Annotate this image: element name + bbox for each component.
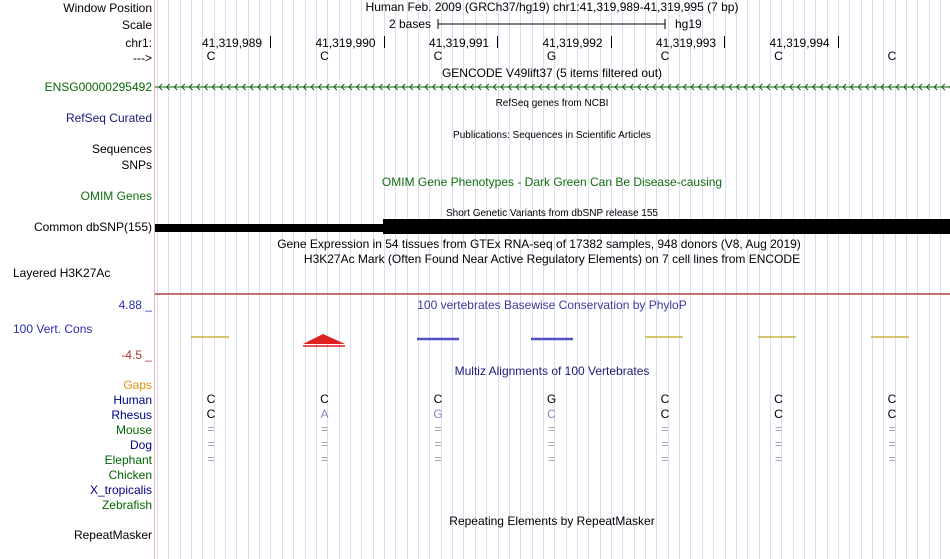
alignment-base-human: C — [206, 392, 216, 406]
conservation-max-value: 4.88 _ — [118, 298, 152, 312]
species-label-mouse[interactable]: Mouse — [115, 423, 152, 437]
alignment-base-elephant: = — [547, 452, 556, 466]
position-label: 41,319,990 — [315, 36, 376, 50]
gaps-label: Gaps — [123, 378, 152, 392]
gene-id-label[interactable]: ENSG00000295492 — [44, 80, 152, 94]
position-tick — [384, 36, 385, 48]
scale-label: Scale — [121, 18, 152, 32]
alignment-base-rhesus: C — [547, 407, 556, 421]
position-tick — [838, 36, 839, 48]
phylop-signal[interactable] — [155, 330, 950, 352]
alignment-base-dog: = — [207, 437, 215, 451]
alignment-base-rhesus: C — [206, 407, 216, 421]
species-label-chicken[interactable]: Chicken — [108, 468, 152, 482]
alignment-base-mouse: = — [207, 422, 215, 436]
dbsnp-track-title[interactable]: Short Genetic Variants from dbSNP release 155 — [446, 208, 658, 219]
reference-base: G — [546, 49, 557, 63]
scale-db-text: hg19 — [675, 17, 702, 31]
position-label: 41,319,994 — [769, 36, 830, 50]
alignment-base-dog: = — [661, 437, 669, 451]
alignment-base-elephant: = — [661, 452, 669, 466]
alignment-base-dog: = — [434, 437, 442, 451]
alignment-base-rhesus: C — [774, 407, 783, 421]
track-separator — [155, 293, 950, 295]
gtex-track-title[interactable]: Gene Expression in 54 tissues from GTEx RNA-seq of 17382 samples, 948 donors (V8, Aug 2019) — [277, 237, 801, 251]
strand-arrow-label: ---> — [133, 51, 152, 65]
alignment-base-human: C — [887, 392, 897, 406]
alignment-base-dog: = — [547, 437, 556, 451]
species-label-human[interactable]: Human — [113, 393, 152, 407]
alignment-base-elephant: = — [320, 452, 329, 466]
gencode-intron-line[interactable] — [155, 82, 950, 92]
dbsnp-feature-bar-thick[interactable] — [383, 219, 950, 234]
reference-base: C — [887, 49, 897, 63]
repeatmasker-track-title[interactable]: Repeating Elements by RepeatMasker — [449, 514, 655, 528]
reference-base: C — [433, 49, 443, 63]
omim-genes-label[interactable]: OMIM Genes — [80, 189, 152, 203]
species-label-dog[interactable]: Dog — [129, 438, 152, 452]
alignment-base-mouse: = — [661, 422, 669, 436]
repeatmasker-label[interactable]: RepeatMasker — [73, 528, 152, 542]
alignment-base-rhesus: G — [433, 407, 443, 421]
reference-base: C — [774, 49, 783, 63]
position-tick — [724, 36, 725, 48]
alignment-base-mouse: = — [434, 422, 442, 436]
alignment-base-dog: = — [888, 437, 896, 451]
position-label: 41,319,992 — [542, 36, 603, 50]
vert-cons-label[interactable]: 100 Vert. Cons — [13, 322, 93, 336]
alignment-base-human: C — [320, 392, 329, 406]
position-tick — [497, 36, 498, 48]
refseq-track-title[interactable]: RefSeq genes from NCBI — [495, 98, 609, 109]
refseq-curated-label[interactable]: RefSeq Curated — [65, 111, 152, 125]
alignment-base-elephant: = — [207, 452, 215, 466]
alignment-base-human: C — [433, 392, 443, 406]
reference-base: C — [320, 49, 329, 63]
alignment-base-human: C — [774, 392, 783, 406]
common-dbsnp-label[interactable]: Common dbSNP(155) — [33, 220, 152, 234]
sequences-label[interactable]: Sequences — [91, 142, 152, 156]
window-position-label: Window Position — [63, 1, 152, 15]
multiz-track-title[interactable]: Multiz Alignments of 100 Vertebrates — [454, 364, 650, 378]
scale-bar — [437, 18, 667, 30]
scale-bases-text: 2 bases — [389, 17, 432, 31]
species-label-zebrafish[interactable]: Zebrafish — [101, 498, 152, 512]
position-label: 41,319,993 — [656, 36, 717, 50]
alignment-base-mouse: = — [774, 422, 783, 436]
alignment-base-human: G — [546, 392, 557, 406]
position-tick — [270, 36, 271, 48]
conservation-min-value: -4.5 _ — [121, 348, 152, 362]
omim-track-title[interactable]: OMIM Gene Phenotypes - Dark Green Can Be Disease-causing — [381, 175, 723, 189]
gencode-track-title[interactable]: GENCODE V49lift37 (5 items filtered out) — [441, 66, 663, 80]
alignment-base-mouse: = — [547, 422, 556, 436]
layered-h3k27ac-label[interactable]: Layered H3K27Ac — [13, 266, 111, 280]
alignment-base-rhesus: C — [660, 407, 670, 421]
species-label-x_tropicalis[interactable]: X_tropicalis — [89, 483, 152, 497]
alignment-base-rhesus: A — [320, 407, 329, 421]
position-label: 41,319,989 — [202, 36, 263, 50]
chrom-label: chr1: — [125, 36, 152, 50]
snps-label[interactable]: SNPs — [121, 158, 152, 172]
position-tick — [611, 36, 612, 48]
alignment-base-dog: = — [774, 437, 783, 451]
reference-base: C — [206, 49, 216, 63]
alignment-base-mouse: = — [320, 422, 329, 436]
alignment-base-elephant: = — [774, 452, 783, 466]
browser-image-panel[interactable] — [155, 0, 950, 559]
phylop-track-title[interactable]: 100 vertebrates Basewise Conservation by PhyloP — [417, 298, 687, 312]
reference-base: C — [660, 49, 670, 63]
alignment-base-rhesus: C — [887, 407, 897, 421]
track-labels-panel — [0, 0, 155, 559]
alignment-base-elephant: = — [434, 452, 442, 466]
species-label-elephant[interactable]: Elephant — [104, 453, 152, 467]
alignment-base-mouse: = — [888, 422, 896, 436]
species-label-rhesus[interactable]: Rhesus — [111, 408, 152, 422]
alignment-base-elephant: = — [888, 452, 896, 466]
assembly-position-text: Human Feb. 2009 (GRCh37/hg19) chr1:41,319,989-41,319,995 (7 bp) — [365, 0, 739, 14]
publications-track-title[interactable]: Publications: Sequences in Scientific Articles — [453, 130, 651, 141]
h3k27ac-track-title[interactable]: H3K27Ac Mark (Often Found Near Active Regulatory Elements) on 7 cell lines from ENCODE — [303, 252, 801, 266]
position-label: 41,319,991 — [429, 36, 490, 50]
alignment-base-dog: = — [320, 437, 329, 451]
alignment-base-human: C — [660, 392, 670, 406]
